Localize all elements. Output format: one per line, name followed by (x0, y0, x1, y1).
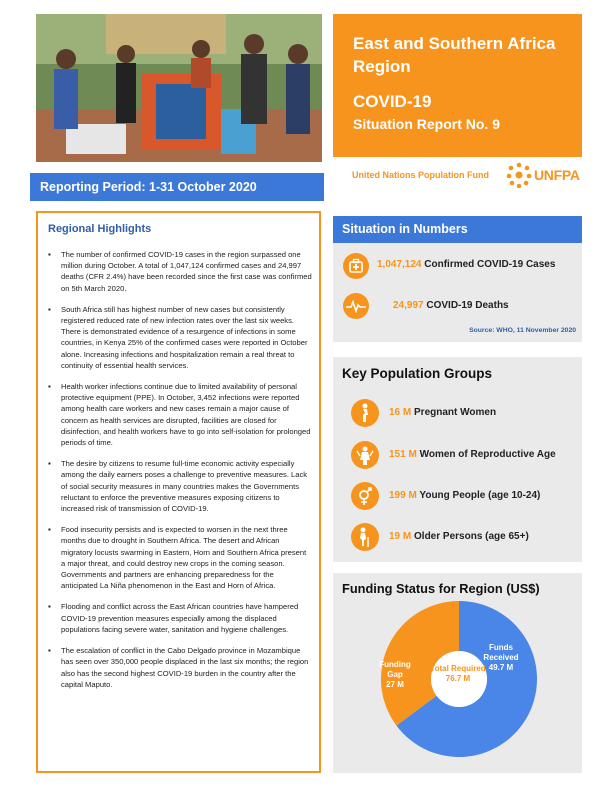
logo-text: UNFPA (534, 167, 580, 183)
highlight-item (46, 249, 312, 294)
gender-symbol-icon (351, 482, 379, 510)
medical-kit-icon (343, 253, 369, 279)
highlights-list (46, 249, 312, 700)
deaths-label: COVID-19 Deaths (426, 300, 509, 311)
logo-emblem-icon (506, 162, 532, 188)
women-icon (351, 441, 379, 469)
report-title: COVID-19 (353, 92, 432, 111)
deaths-value: 24,997 (393, 300, 424, 311)
situation-title: Situation in Numbers (333, 216, 582, 243)
situation-source: Source: WHO, 11 November 2020 (469, 327, 576, 334)
highlight-text: The number of confirmed COVID-19 cases in the region surpassed one million during October. A total of 1,047,124 confirmed cases and 24,997 deaths (CFR 2.4%) have been recorded since the first case was confirmed on 5th March 2020. (61, 250, 312, 293)
funding-gap-label (377, 660, 413, 690)
region-title: East and Southern Africa Region (353, 34, 556, 76)
total-required-value: 76.7 M (445, 674, 471, 683)
population-label: Young People (age 10-24) (419, 490, 541, 501)
funds-received-name: Funds Received (483, 643, 519, 662)
cover-photo-illustration (36, 14, 322, 162)
organization-name: United Nations Population Fund (352, 170, 489, 180)
population-label: Older Persons (age 65+) (414, 531, 529, 542)
highlight-item (46, 645, 312, 690)
deaths-row (393, 300, 509, 311)
population-value: 199 M (389, 490, 417, 501)
highlight-text: Flooding and conflict across the East African countries have hampered COVID-19 prevention measures especially among the displaced populations facing severe water, sanitation and hygiene challenges. (61, 602, 299, 634)
situation-panel (333, 243, 582, 342)
total-required-name: Total Required (430, 664, 486, 673)
highlights-title: Regional Highlights (48, 223, 152, 235)
regional-highlights (36, 211, 321, 773)
chart-title: Funding Status for Region (US$) (342, 581, 540, 596)
highlight-item (46, 524, 312, 591)
pregnant-woman-icon (351, 399, 379, 427)
cases-row (377, 259, 555, 270)
highlight-text: The desire by citizens to resume full-time economic activity especially among the daily earners poses a challenge to preventive measures. Lack of social security measures in many countries makes the Governments reluctant to enforce the preventive measures exposing citizens to increased risk of transmission of COVID-19. (61, 459, 308, 514)
highlight-text: Health worker infections continue due to limited availability of personal protective equipment (PPE). In October, 3,452 infections were reported among health care workers and new cases remain a major cause of concern as health services are disrupted, facilities are closed for disinfection, and health workers have to go into self-isolation for prolonged periods of time. (61, 382, 311, 448)
funding-gap-value: 27 M (386, 680, 404, 689)
highlight-text: The escalation of conflict in the Cabo Delgado province in Mozambique has seen over 350,000 people displaced in the last six months; the region also has the second highest COVID-19 burden in the country after the capital Maputo. (61, 646, 309, 689)
highlight-item (46, 381, 312, 448)
unfpa-logo (506, 162, 586, 188)
highlight-item (46, 304, 312, 371)
older-person-icon (351, 523, 379, 551)
population-title: Key Population Groups (342, 366, 493, 381)
population-label: Women of Reproductive Age (419, 449, 556, 460)
reporting-period: Reporting Period: 1-31 October 2020 (30, 173, 324, 201)
funds-received-value: 49.7 M (488, 663, 514, 672)
cases-value: 1,047,124 (377, 259, 422, 270)
population-value: 151 M (389, 449, 417, 460)
cases-label: Confirmed COVID-19 Cases (424, 259, 556, 270)
key-population-panel (333, 357, 582, 562)
cover-photo (36, 14, 322, 162)
population-value: 19 M (389, 531, 412, 542)
report-subtitle: Situation Report No. 9 (353, 116, 500, 132)
population-value: 16 M (389, 407, 412, 418)
funding-panel (333, 573, 582, 773)
highlight-text: South Africa still has highest number of new cases but consistently registered reduced rate of new infection rates over the last six weeks. There is demonstrated evidence of a resurgence of infections in some countries, in Kenya 25% of the confirmed cases were reported in October alone. Increasing infections and hospitalization remain a real threat to continuity of essential health services. (61, 304, 308, 370)
total-required-label (428, 664, 488, 684)
funding-gap-name: Funding Gap (379, 660, 411, 679)
highlight-item (46, 458, 312, 514)
highlight-text: Food insecurity persists and is expected to worsen in the next three months due to drought in Southern Africa. The desert and African migratory locusts swarming in Eastern, Horn and Southern Africa present a major threat, and could destroy new crops in the coming season. Governments and partners are enhancing preparedness for the anticipated La Niña phenomenon in the East and Horn of Africa. (61, 525, 307, 591)
highlight-item (46, 601, 312, 635)
population-label: Pregnant Women (414, 407, 497, 418)
heartbeat-icon (343, 293, 369, 319)
title-block (333, 14, 582, 157)
